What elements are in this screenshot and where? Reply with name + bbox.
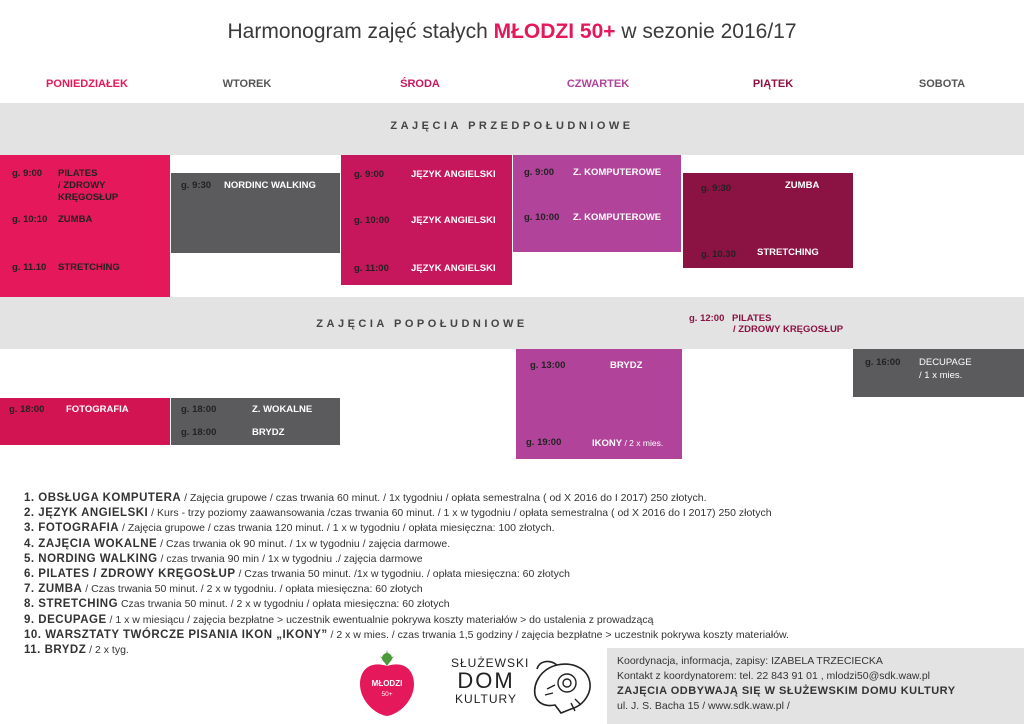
class-name: PILATES bbox=[732, 313, 772, 324]
class-name: JĘZYK ANGIELSKI bbox=[411, 215, 496, 226]
title-pre: Harmonogram zajęć stałych bbox=[227, 20, 494, 43]
class-name: Z. KOMPUTEROWE bbox=[573, 167, 662, 178]
class-name: ZUMBA bbox=[58, 214, 93, 225]
legend-item: 3. FOTOGRAFIA / Zajęcia grupowe / czas trwania 120 minut. / 1 x w tygodniu / opłata miesięczna: 100 złotych. bbox=[24, 522, 555, 535]
legend-item: 4. ZAJĘCIA WOKALNE / Czas trwania ok 90 minut. / 1x w tygodniu / zajęcia darmowe. bbox=[24, 537, 451, 550]
class-name: BRYDZ bbox=[610, 360, 643, 371]
logo-line-3: KULTURY bbox=[455, 692, 517, 706]
class-name: STRETCHING bbox=[757, 247, 819, 258]
tuesday-afternoon-block: g. 18:00 Z. WOKALNE g. 18:00 BRYDZ bbox=[171, 398, 340, 445]
class-name: STRETCHING bbox=[58, 262, 120, 273]
legend-item: 5. NORDING WALKING / czas trwania 90 min / 1x w tygodniu ./ zajęcia darmowe bbox=[24, 552, 423, 565]
class-name: JĘZYK ANGIELSKI bbox=[411, 169, 496, 180]
class-name: DECUPAGE bbox=[919, 357, 972, 368]
class-name: BRYDZ bbox=[252, 427, 285, 438]
day-wednesday: ŚRODA bbox=[400, 78, 440, 90]
logo-text-main: MŁODZI bbox=[371, 679, 403, 688]
strawberry-icon bbox=[358, 648, 416, 718]
legend-item: 8. STRETCHING Czas trwania 50 minut. / 2 x w tygodniu / opłata miesięczna: 60 złotych bbox=[24, 598, 450, 611]
logo-text-sub: 50+ bbox=[381, 691, 393, 698]
morning-band-label: ZAJĘCIA PRZEDPOŁUDNIOWE bbox=[390, 120, 634, 132]
tuesday-morning-block: g. 9:30 NORDINC WALKING bbox=[171, 173, 340, 253]
monday-afternoon-block: g. 18:00 FOTOGRAFIA bbox=[0, 398, 170, 445]
class-name: / ZDROWY KRĘGOSŁUP bbox=[733, 324, 844, 335]
legend-item: 1. OBSŁUGA KOMPUTERA / Zajęcia grupowe / czas trwania 60 minut. / 1x tygodniu / opłata semestralna ( od X 2016 do I 2017) 250 złotych. bbox=[24, 492, 707, 504]
class-name: NORDINC WALKING bbox=[224, 180, 316, 191]
class-name: IKONY / 2 x mies. bbox=[592, 438, 664, 449]
day-tuesday: WTOREK bbox=[222, 78, 272, 90]
class-name: Z. WOKALNE bbox=[252, 404, 313, 415]
morning-band bbox=[0, 103, 1024, 155]
goat-emblem-icon bbox=[527, 655, 597, 717]
legend-item: 10. WARSZTATY TWÓRCZE PISANIA IKON „IKONY” / 2 x w mies. / czas trwania 1,5 godziny / zajęcia bezpłatne > uczestnik pokrywa koszty materiałów. bbox=[24, 628, 789, 641]
title-post: w sezonie 2016/17 bbox=[615, 20, 797, 43]
info-address: ul. J. S. Bacha 15 / www.sdk.waw.pl / bbox=[617, 700, 790, 712]
class-legend bbox=[24, 491, 789, 658]
legend-item: 11. BRYDZ / 2 x tyg. bbox=[24, 644, 129, 657]
info-venue: ZAJĘCIA ODBYWAJĄ SIĘ W SŁUŻEWSKIM DOMU KULTURY bbox=[617, 685, 956, 697]
class-name: KRĘGOSŁUP bbox=[58, 192, 119, 203]
monday-morning-block: g. 9:00 PILATES / ZDROWY KRĘGOSŁUP g. 10:10 ZUMBA g. 11.10 STRETCHING bbox=[0, 155, 170, 297]
class-name: / ZDROWY bbox=[58, 180, 106, 191]
logo-line-1: SŁUŻEWSKI bbox=[451, 656, 530, 670]
wednesday-morning-block: g. 9:00 JĘZYK ANGIELSKI g. 10:00 JĘZYK ANGIELSKI g. 11:00 JĘZYK ANGIELSKI bbox=[341, 155, 512, 285]
afternoon-band-label: ZAJĘCIA POPOŁUDNIOWE bbox=[316, 318, 528, 330]
saturday-afternoon-block: g. 16:00 DECUPAGE / 1 x mies. bbox=[853, 349, 1024, 397]
dom-kultury-logo bbox=[451, 656, 530, 716]
class-name: Z. KOMPUTEROWE bbox=[573, 212, 662, 223]
day-friday: PIĄTEK bbox=[752, 78, 794, 90]
thursday-afternoon-block: g. 13:00 BRYDZ g. 19:00 IKONY / 2 x mies. bbox=[516, 349, 682, 459]
afternoon-band: ZAJĘCIA POPOŁUDNIOWE g. 12:00 PILATES / ZDROWY KRĘGOSŁUP bbox=[0, 297, 1024, 349]
class-name: PILATES bbox=[58, 168, 98, 179]
title-highlight: MŁODZI 50+ bbox=[493, 20, 616, 43]
mlodzi-strawberry-logo bbox=[358, 648, 416, 718]
legend-item: 9. DECUPAGE / 1 x w miesiącu / zajęcia bezpłatne > uczestnik ewentualnie pokrywa koszty materiałów > do ustalenia z prowadzącą bbox=[24, 613, 654, 626]
class-name: ZUMBA bbox=[785, 180, 820, 191]
info-contact: Kontakt z koordynatorem: tel. 22 843 91 01 , mlodzi50@sdk.waw.pl bbox=[617, 670, 930, 682]
class-name: FOTOGRAFIA bbox=[66, 404, 129, 415]
page-title bbox=[0, 20, 1024, 44]
info-coordination: Koordynacja, informacja, zapisy: IZABELA TRZECIECKA bbox=[617, 655, 883, 667]
legend-item: 7. ZUMBA / Czas trwania 50 minut. / 2 x w tygodniu. / opłata miesięczna: 60 złotych bbox=[24, 583, 423, 596]
contact-info-box bbox=[607, 648, 1024, 724]
legend-item: 2. JĘZYK ANGIELSKI / Kurs - trzy poziomy zaawansowania /czas trwania 60 minut. / 1 x w tygodniu / opłata semestralna ( od X 2016 do I 2017) 250 złotych bbox=[24, 507, 772, 520]
day-saturday: SOBOTA bbox=[918, 78, 966, 90]
friday-morning-block: g. 9:30 ZUMBA g. 10.30 STRETCHING bbox=[683, 173, 853, 268]
class-name: JĘZYK ANGIELSKI bbox=[411, 263, 496, 274]
thursday-morning-block: g. 9:00 Z. KOMPUTEROWE g. 10:00 Z. KOMPUTEROWE bbox=[513, 155, 681, 252]
legend-item: 6. PILATES / ZDROWY KRĘGOSŁUP / Czas trwania 50 minut. /1x w tygodniu. / opłata miesięczna: 60 złotych bbox=[24, 568, 570, 581]
day-thursday: CZWARTEK bbox=[566, 78, 630, 90]
logo-line-2: DOM bbox=[457, 668, 515, 693]
day-monday: PONIEDZIAŁEK bbox=[46, 78, 128, 90]
